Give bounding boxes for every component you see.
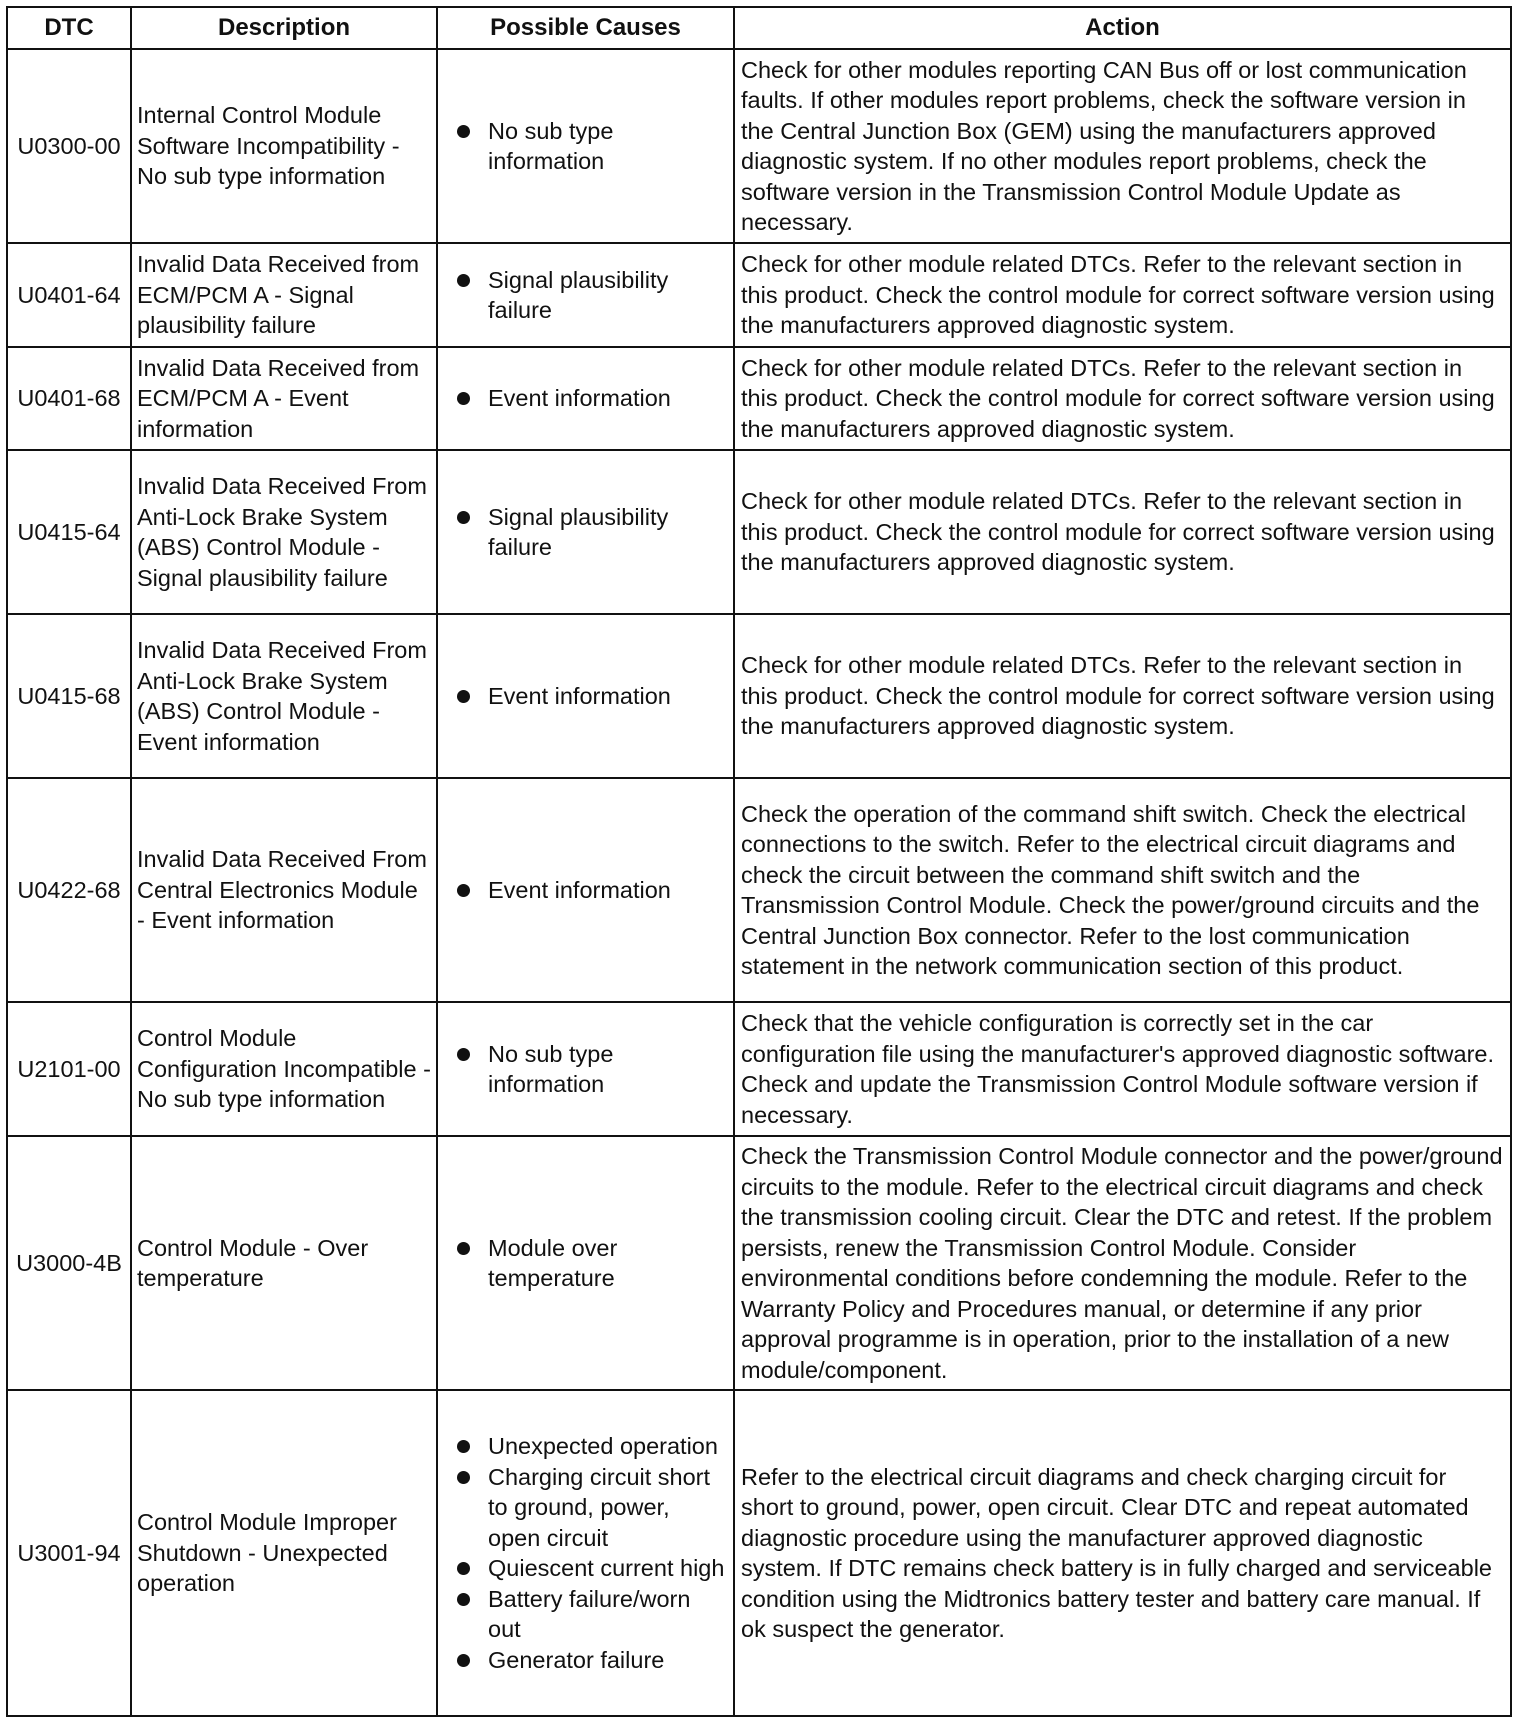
list-item [457,1584,728,1645]
dtc-code: U0401-64 [7,243,131,347]
dtc-action: Check that the vehicle configuration is correctly set in the car configuration file using the manufacturer's approved diagnostic software. Check and update the Transmission Control Module software version if necessary. [734,1002,1511,1136]
possible-causes [437,450,734,614]
dtc-description: Control Module Improper Shutdown - Unexpected operation [131,1390,437,1716]
dtc-code: U0415-64 [7,450,131,614]
bullet-icon [457,1562,470,1575]
dtc-description: Internal Control Module Software Incompatibility - No sub type information [131,49,437,243]
table-row [7,1002,1511,1136]
list-item [457,681,728,712]
possible-causes [437,347,734,450]
list-item [457,1039,728,1100]
dtc-action: Check for other module related DTCs. Refer to the relevant section in this product. Check the control module for correct software version using the manufacturers approved diagnostic system. [734,450,1511,614]
bullet-icon [457,1471,470,1484]
table-row [7,243,1511,347]
bullet-icon [457,1242,470,1255]
bullet-icon [457,274,470,287]
dtc-description: Control Module - Over temperature [131,1136,437,1390]
possible-causes [437,778,734,1002]
cause-text: No sub type information [488,1040,614,1097]
dtc-action: Check for other module related DTCs. Refer to the relevant section in this product. Check the control module for correct software version using the manufacturers approved diagnostic system. [734,347,1511,450]
possible-causes [437,1136,734,1390]
dtc-table [6,6,1512,1717]
dtc-code: U0422-68 [7,778,131,1002]
dtc-code: U0401-68 [7,347,131,450]
bullet-icon [457,884,470,897]
table-row [7,49,1511,243]
table-row [7,778,1511,1002]
dtc-action: Check the Transmission Control Module connector and the power/ground circuits to the module. Refer to the electrical circuit diagrams and check the transmission cooling circuit. Clear the DTC and retest. If the problem persists, renew the Transmission Control Module. Consider environmental conditions before condemning the module. Refer to the Warranty Policy and Procedures manual, or determine if any prior approval programme is in operation, prior to the installation of a new module/component. [734,1136,1511,1390]
list-item [457,383,728,414]
header-possible-causes: Possible Causes [437,7,734,49]
cause-text: Signal plausibility failure [488,503,669,560]
cause-text: Signal plausibility failure [488,266,669,323]
table-row [7,614,1511,778]
possible-causes [437,1390,734,1716]
table-row [7,450,1511,614]
header-action: Action [734,7,1511,49]
cause-text: Event information [488,682,671,709]
bullet-icon [457,690,470,703]
dtc-code: U3001-94 [7,1390,131,1716]
list-item [457,265,728,326]
table-row [7,347,1511,450]
list-item [457,116,728,177]
dtc-action: Check for other module related DTCs. Refer to the relevant section in this product. Check the control module for correct software version using the manufacturers approved diagnostic system. [734,243,1511,347]
header-row [7,7,1511,49]
bullet-icon [457,1654,470,1667]
possible-causes [437,614,734,778]
bullet-icon [457,392,470,405]
list-item [457,1233,728,1294]
list-item [457,1462,728,1554]
dtc-action: Refer to the electrical circuit diagrams and check charging circuit for short to ground, power, open circuit. Clear DTC and repeat automated diagnostic procedure using the manufacturer approved diagnostic system. If DTC remains check battery is in fully charged and serviceable condition using the Midtronics battery tester and battery care manual. If ok suspect the generator. [734,1390,1511,1716]
dtc-description: Invalid Data Received from ECM/PCM A - Event information [131,347,437,450]
header-description: Description [131,7,437,49]
header-dtc: DTC [7,7,131,49]
cause-text: Event information [488,876,671,903]
cause-text: No sub type information [488,117,614,174]
dtc-code: U3000-4B [7,1136,131,1390]
dtc-code: U2101-00 [7,1002,131,1136]
possible-causes [437,49,734,243]
list-item [457,1431,728,1462]
table-row [7,1390,1511,1716]
dtc-description: Invalid Data Received From Anti-Lock Brake System (ABS) Control Module - Event information [131,614,437,778]
list-item [457,875,728,906]
cause-text: Generator failure [488,1646,665,1673]
bullet-icon [457,511,470,524]
cause-text: Battery failure/worn out [488,1585,691,1642]
dtc-code: U0415-68 [7,614,131,778]
dtc-description: Invalid Data Received From Central Electronics Module - Event information [131,778,437,1002]
bullet-icon [457,125,470,138]
list-item [457,502,728,563]
bullet-icon [457,1048,470,1061]
dtc-description: Control Module Configuration Incompatible - No sub type information [131,1002,437,1136]
cause-text: Module over temperature [488,1234,618,1291]
list-item [457,1645,728,1676]
cause-text: Unexpected operation [488,1433,718,1459]
possible-causes [437,243,734,347]
list-item [457,1553,728,1584]
dtc-description: Invalid Data Received from ECM/PCM A - Signal plausibility failure [131,243,437,347]
table-row [7,1136,1511,1390]
cause-text: Charging circuit short to ground, power, open circuit [488,1463,711,1551]
dtc-description: Invalid Data Received From Anti-Lock Brake System (ABS) Control Module - Signal plausibility failure [131,450,437,614]
dtc-action: Check for other modules reporting CAN Bus off or lost communication faults. If other modules report problems, check the software version in the Central Junction Box (GEM) using the manufacturers approved diagnostic system. If no other modules report problems, check the software version in the Transmission Control Module Update as necessary. [734,49,1511,243]
possible-causes [437,1002,734,1136]
bullet-icon [457,1593,470,1606]
dtc-code: U0300-00 [7,49,131,243]
bullet-icon [457,1440,470,1453]
cause-text: Event information [488,385,671,412]
cause-text: Quiescent current high [488,1555,725,1581]
dtc-action: Check the operation of the command shift switch. Check the electrical connections to the switch. Refer to the electrical circuit diagrams and check the circuit between the command shift switch and the Transmission Control Module. Check the power/ground circuits and the Central Junction Box connector. Refer to the lost communication statement in the network communication section of this product. [734,778,1511,1002]
dtc-action: Check for other module related DTCs. Refer to the relevant section in this product. Check the control module for correct software version using the manufacturers approved diagnostic system. [734,614,1511,778]
